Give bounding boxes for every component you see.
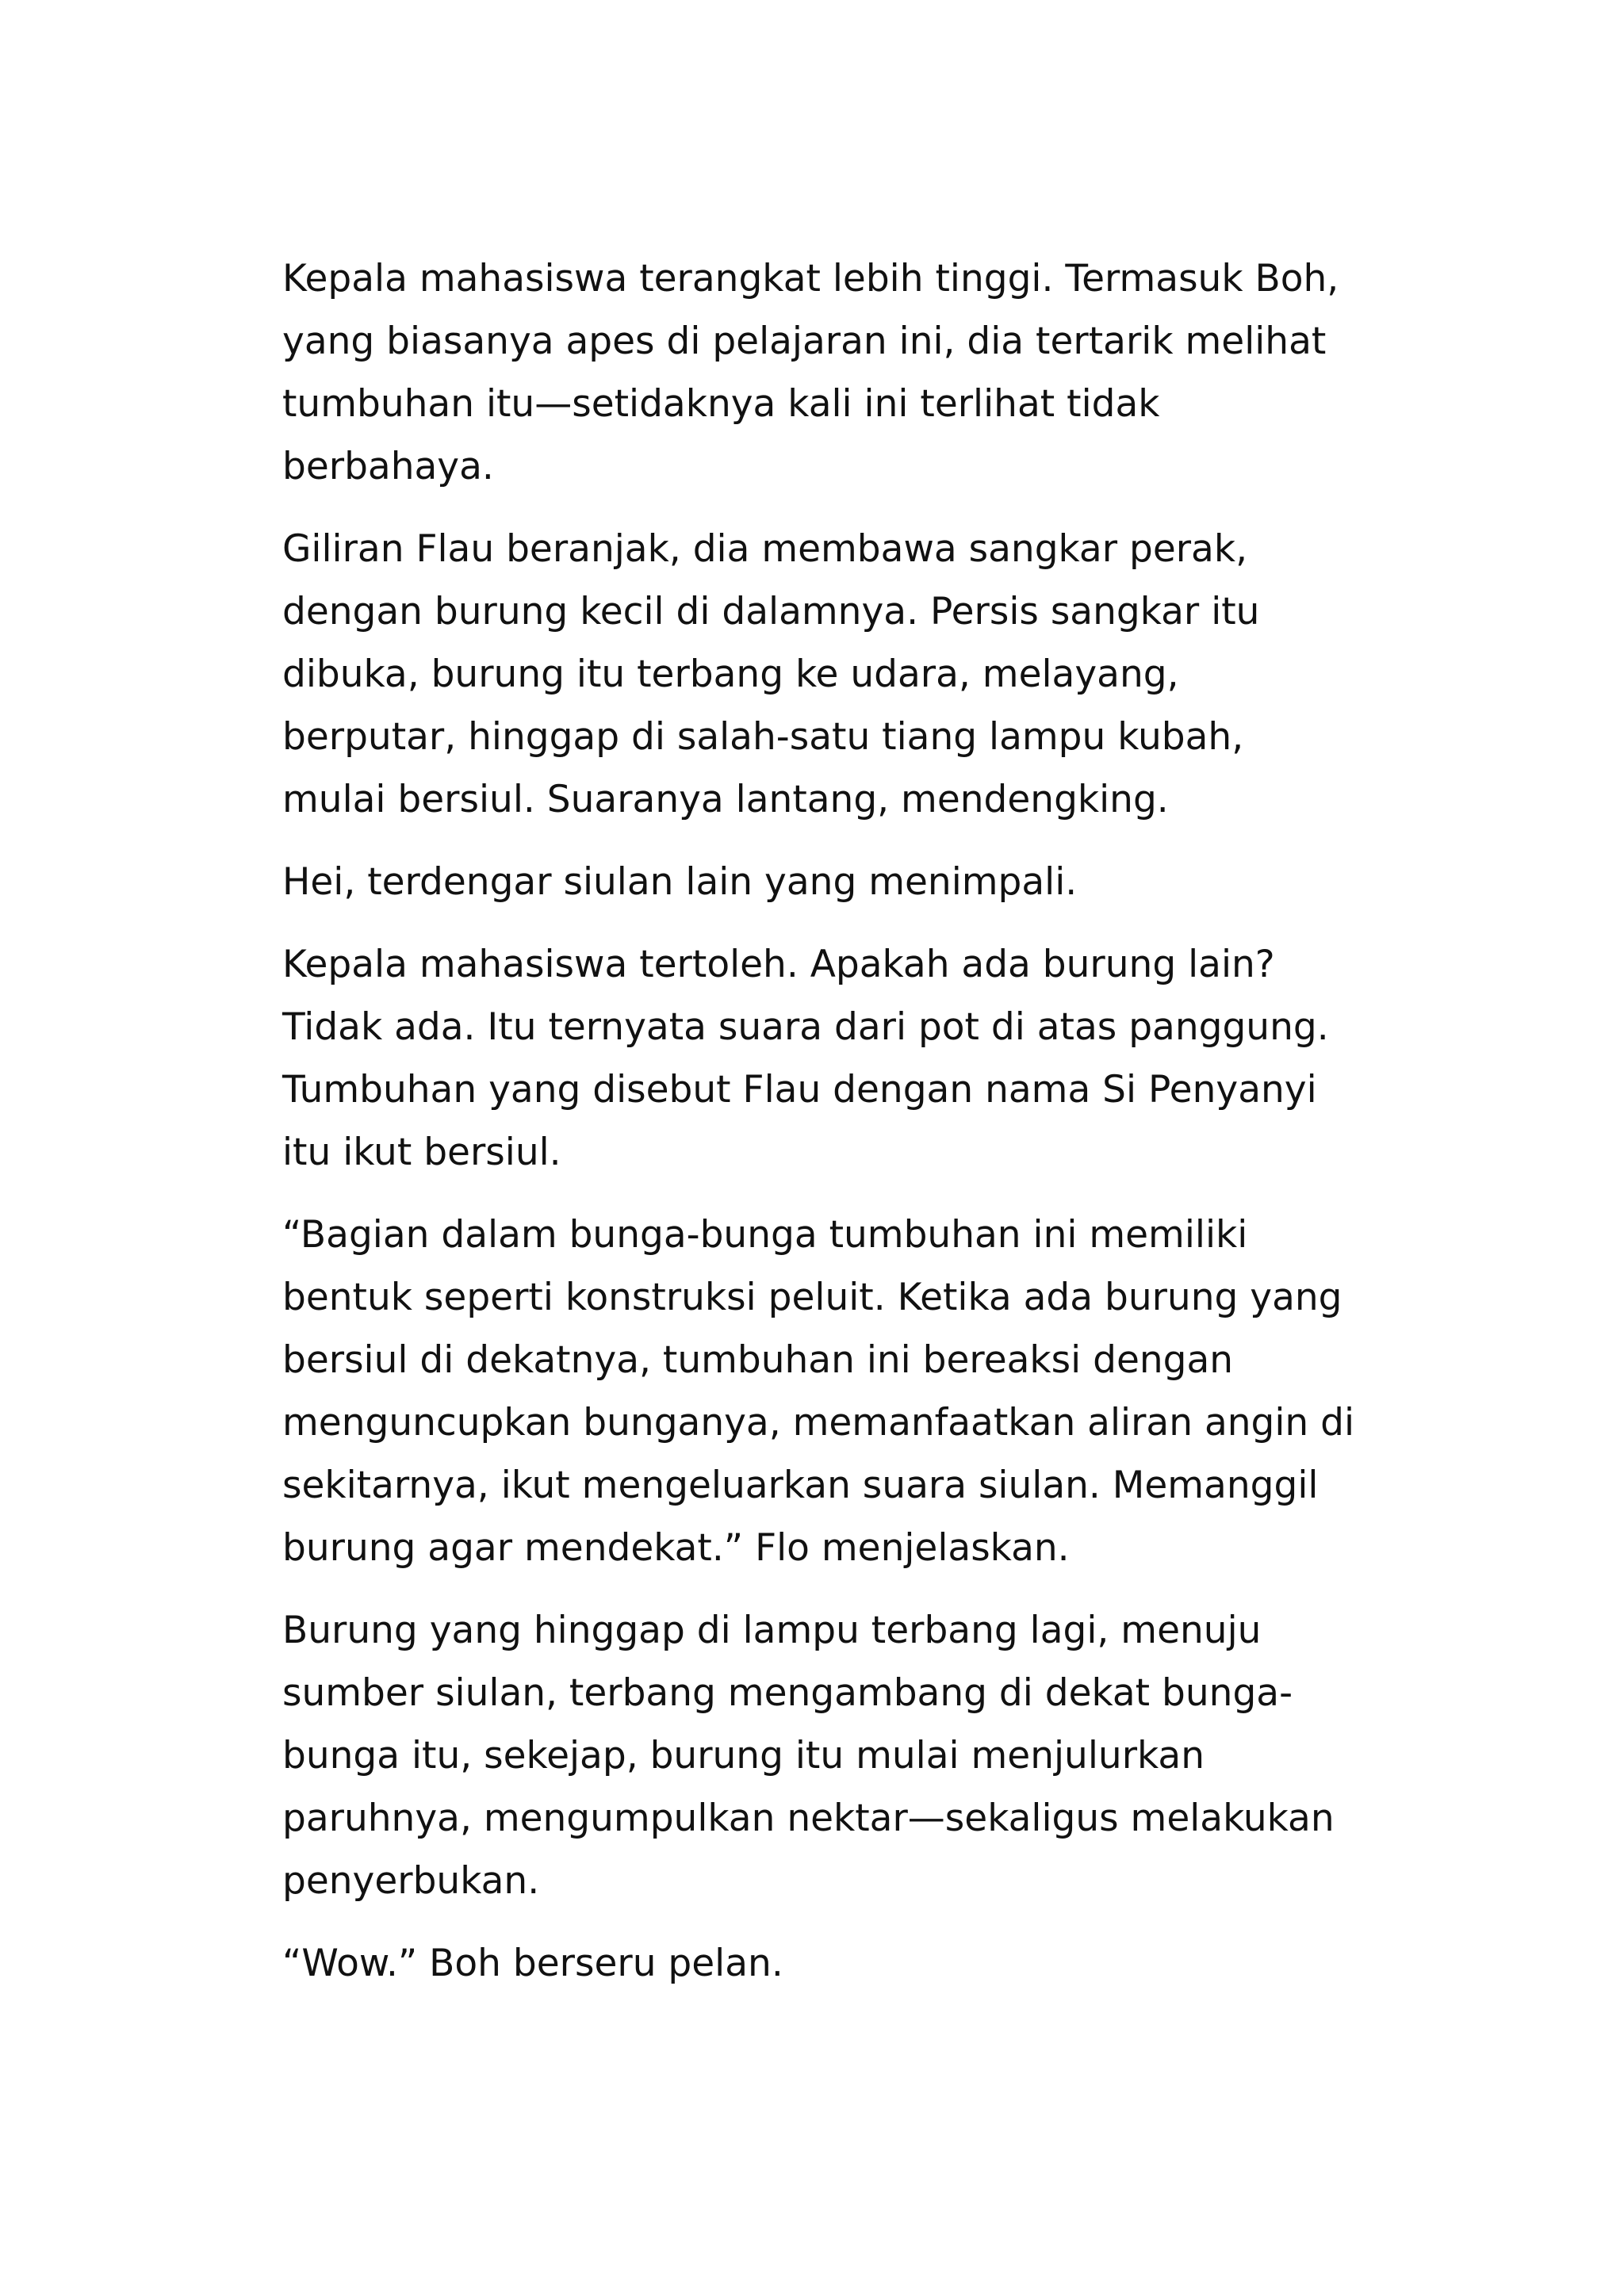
text-line: bentuk seperti konstruksi peluit. Ketika ada burung yang (282, 1276, 1342, 1319)
text-line: yang biasanya apes di pelajaran ini, dia tertarik melihat (282, 320, 1327, 363)
text-line: bersiul di dekatnya, tumbuhan ini bereaksi dengan (282, 1338, 1234, 1382)
paragraph-2 (282, 518, 1377, 831)
text-line: itu ikut bersiul. (282, 1131, 561, 1174)
text-line: mulai bersiul. Suaranya lantang, mendengking. (282, 778, 1169, 821)
body-text (282, 247, 1377, 2015)
text-line: menguncupkan bunganya, memanfaatkan aliran angin di (282, 1401, 1355, 1445)
paragraph-1 (282, 247, 1377, 498)
paragraph-3 (282, 851, 1377, 913)
text-line: dengan burung kecil di dalamnya. Persis sangkar itu (282, 590, 1260, 633)
text-line: Hei, terdengar siulan lain yang menimpali. (282, 860, 1078, 904)
paragraph-5 (282, 1203, 1377, 1579)
text-line: berputar, hinggap di salah-satu tiang lampu kubah, (282, 715, 1244, 759)
text-line: paruhnya, mengumpulkan nektar—sekaligus melakukan (282, 1797, 1335, 1840)
text-line: sumber siulan, terbang mengambang di dekat bunga- (282, 1671, 1293, 1715)
text-line: penyerbukan. (282, 1859, 540, 1903)
text-line: Tidak ada. Itu ternyata suara dari pot di atas panggung. (282, 1005, 1329, 1049)
text-line: Kepala mahasiswa tertoleh. Apakah ada burung lain? (282, 943, 1275, 986)
text-line: tumbuhan itu—setidaknya kali ini terlihat tidak (282, 382, 1160, 426)
text-line: burung agar mendekat.” Flo menjelaskan. (282, 1526, 1070, 1570)
paragraph-7 (282, 1932, 1377, 1995)
text-line: berbahaya. (282, 445, 494, 488)
text-line: “Wow.” Boh berseru pelan. (282, 1942, 783, 1985)
text-line: “Bagian dalam bunga-bunga tumbuhan ini memiliki (282, 1213, 1248, 1257)
text-line: bunga itu, sekejap, burung itu mulai menjulurkan (282, 1734, 1205, 1777)
paragraph-4 (282, 933, 1377, 1184)
text-line: Giliran Flau beranjak, dia membawa sangkar perak, (282, 527, 1248, 571)
text-line: sekitarnya, ikut mengeluarkan suara siulan. Memanggil (282, 1464, 1319, 1507)
text-line: Tumbuhan yang disebut Flau dengan nama Si Penyanyi (282, 1068, 1317, 1112)
text-line: Kepala mahasiswa terangkat lebih tinggi. Termasuk Boh, (282, 257, 1339, 300)
text-line: Burung yang hinggap di lampu terbang lagi, menuju (282, 1609, 1262, 1652)
text-line: dibuka, burung itu terbang ke udara, melayang, (282, 652, 1179, 696)
paragraph-6 (282, 1599, 1377, 1912)
